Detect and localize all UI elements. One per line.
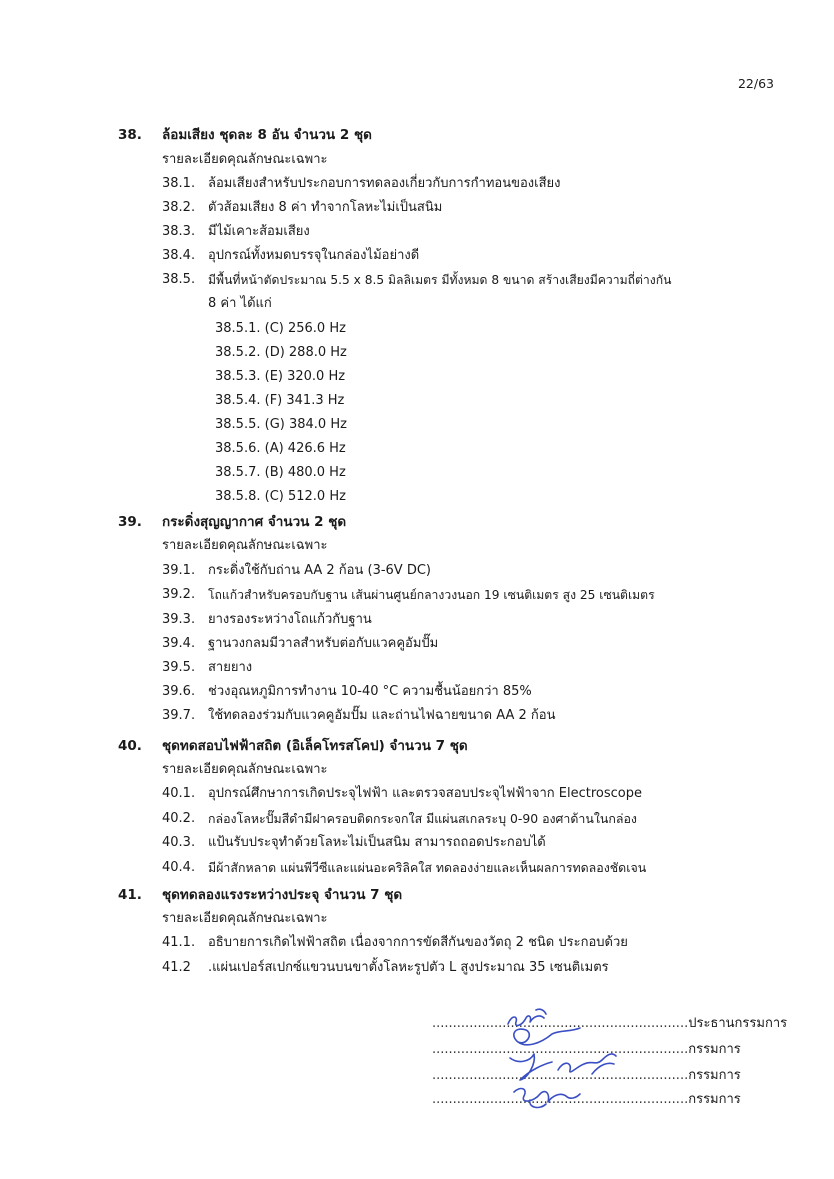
subitem-number: 38.5.4. — [215, 393, 261, 408]
signature-stroke — [510, 1054, 616, 1080]
signature-stroke — [508, 1009, 546, 1025]
section-39-header — [118, 514, 142, 531]
section-number: 38. — [118, 127, 142, 143]
item-number: 38.1. — [162, 176, 196, 191]
subitem — [215, 393, 344, 409]
spec-item — [162, 248, 195, 264]
spec-item — [162, 224, 195, 240]
item-number: 40.1. — [162, 786, 196, 801]
signature-dots: .............................................................. — [432, 1092, 689, 1107]
subitem-number: 38.5.1. — [215, 321, 261, 336]
item-text: อุปกรณ์ศึกษาการเกิดประจุไฟฟ้า และตรวจสอบประจุไฟฟ้าจาก Electroscope — [208, 786, 642, 801]
section-number: 41. — [118, 887, 142, 903]
spec-item — [162, 563, 195, 579]
subitem-number: 38.5.7. — [215, 465, 261, 480]
item-number: 39.5. — [162, 660, 196, 675]
signature-role: กรรมการ — [688, 1092, 741, 1107]
subitem — [215, 345, 347, 361]
section-title: ชุดทดสอบไฟฟ้าสถิต (อิเล็คโทรสโคป) จำนวน 7 ชุด — [162, 738, 468, 754]
item-text: ฐานวงกลมมีวาลสำหรับต่อกับแวคคูอัมปั๊ม — [208, 636, 439, 651]
subitem-text: (B) 480.0 Hz — [264, 465, 346, 480]
section-number: 39. — [118, 514, 142, 530]
spec-item — [162, 708, 195, 724]
spec-label: รายละเอียดคุณลักษณะเฉพาะ — [162, 152, 328, 167]
item-text: อุปกรณ์ทั้งหมดบรรจุในกล่องไม้อย่างดี — [208, 248, 420, 263]
signature-role: ประธานกรรมการ — [688, 1016, 788, 1031]
subitem — [215, 417, 347, 433]
spec-item — [162, 612, 195, 628]
section-title-row — [162, 514, 346, 531]
signature-dots: .............................................................. — [432, 1068, 689, 1083]
spec-item — [162, 860, 195, 876]
handwritten-signatures — [500, 1004, 660, 1116]
section-title: ชุดทดลองแรงระหว่างประจุ จำนวน 7 ชุด — [162, 887, 403, 903]
item-number: 39.4. — [162, 636, 196, 651]
subitem — [215, 489, 346, 505]
item-number: 39.1. — [162, 563, 196, 578]
spec-label: รายละเอียดคุณลักษณะเฉพาะ — [162, 911, 328, 926]
subitem-text: (G) 384.0 Hz — [264, 417, 347, 432]
section-38-header — [118, 127, 142, 144]
item-text: ใช้ทดลองร่วมกับแวคคูอัมปั๊ม และถ่านไฟฉายขนาด AA 2 ก้อน — [208, 708, 556, 723]
subitem-text: (A) 426.6 Hz — [264, 441, 346, 456]
item-text: ล้อมเสียงสำหรับประกอบการทดลองเกี่ยวกับการกำทอนของเสียง — [208, 176, 561, 191]
item-number: 40.2. — [162, 811, 196, 826]
item-text: แป้นรับประจุทำด้วยโลหะไม่เป็นสนิม สามารถถอดประกอบได้ — [208, 835, 546, 850]
spec-item — [162, 811, 195, 827]
section-40-header — [118, 738, 142, 755]
item-number: 41.2 — [162, 960, 191, 975]
spec-item — [162, 200, 195, 216]
item-number: 38.5. — [162, 272, 196, 287]
item-number: 38.2. — [162, 200, 196, 215]
spec-item — [162, 684, 195, 700]
section-number: 40. — [118, 738, 142, 754]
item-number: 40.3. — [162, 835, 196, 850]
subitem-text: (E) 320.0 Hz — [264, 369, 346, 384]
spec-item — [162, 786, 195, 802]
section-41-header — [118, 887, 142, 904]
signature-dots: .............................................................. — [432, 1042, 689, 1057]
item-number: 38.3. — [162, 224, 196, 239]
item-continuation: 8 ค่า ได้แก่ — [208, 296, 272, 311]
subitem — [215, 465, 346, 481]
spec-item — [162, 660, 195, 676]
item-number: 39.7. — [162, 708, 196, 723]
section-title-row — [162, 887, 402, 904]
spec-label: รายละเอียดคุณลักษณะเฉพาะ — [162, 762, 328, 777]
spec-item — [162, 835, 195, 851]
section-title: ล้อมเสียง ชุดละ 8 อัน จำนวน 2 ชุด — [162, 127, 372, 143]
item-text: ยางรองระหว่างโถแก้วกับฐาน — [208, 612, 372, 627]
subitem-text: (D) 288.0 Hz — [264, 345, 347, 360]
item-number: 41.1. — [162, 935, 196, 950]
item-number: 39.3. — [162, 612, 196, 627]
signature-stroke — [514, 1028, 580, 1045]
item-text: สายยาง — [208, 660, 253, 675]
item-text: โถแก้วสำหรับครอบกับฐาน เส้นผ่านศูนย์กลางวงนอก 19 เซนติเมตร สูง 25 เซนติเมตร — [208, 588, 655, 602]
subitem — [215, 441, 346, 457]
spec-item — [162, 636, 195, 652]
section-title: กระดิ่งสุญญากาศ จำนวน 2 ชุด — [162, 514, 347, 530]
item-text: กระดิ่งใช้กับถ่าน AA 2 ก้อน (3-6V DC) — [208, 563, 431, 578]
subitem — [215, 369, 345, 385]
subitem-text: (C) 256.0 Hz — [264, 321, 346, 336]
spec-item — [162, 935, 195, 951]
subitem-number: 38.5.5. — [215, 417, 261, 432]
subitem-number: 38.5.8. — [215, 489, 261, 504]
spec-label: รายละเอียดคุณลักษณะเฉพาะ — [162, 538, 328, 553]
item-number: 39.6. — [162, 684, 196, 699]
item-text: อธิบายการเกิดไฟฟ้าสถิต เนื่องจากการขัดสีกันของวัตถุ 2 ชนิด ประกอบด้วย — [208, 935, 628, 950]
spec-item — [162, 960, 191, 976]
item-text: มีไม้เคาะส้อมเสียง — [208, 224, 310, 239]
item-text: กล่องโลหะปั๊มสีดำมีฝาครอบติดกระจกใส มีแผ่นสเกลระบุ 0-90 องศาด้านในกล่อง — [208, 811, 637, 826]
signature-stroke — [514, 1089, 580, 1108]
subitem-number: 38.5.3. — [215, 369, 261, 384]
item-number: 40.4. — [162, 860, 196, 875]
section-title-row — [162, 127, 372, 144]
section-title-row — [162, 738, 468, 755]
item-text: มีผ้าสักหลาด แผ่นพีวีซีและแผ่นอะคริลิคใส ทดลองง่ายและเห็นผลการทดลองชัดเจน — [208, 860, 647, 875]
item-number: 39.2. — [162, 587, 196, 602]
page-number: 22/63 — [737, 76, 774, 91]
subitem-text: (F) 341.3 Hz — [264, 393, 345, 408]
item-number: 38.4. — [162, 248, 196, 263]
spec-item — [162, 272, 195, 288]
signature-dots: .............................................................. — [432, 1016, 689, 1031]
item-text: .แผ่นเปอร์สเปกซ์แขวนบนขาตั้งโลหะรูปตัว L สูงประมาณ 35 เซนติเมตร — [208, 960, 609, 975]
spec-item — [162, 587, 195, 603]
subitem-number: 38.5.6. — [215, 441, 261, 456]
item-text: ช่วงอุณหภูมิการทำงาน 10-40 °C ความชื้นน้อยกว่า 85% — [208, 684, 532, 699]
subitem-text: (C) 512.0 Hz — [264, 489, 346, 504]
subitem — [215, 321, 346, 337]
spec-item — [162, 176, 195, 192]
signature-role: กรรมการ — [688, 1068, 741, 1083]
item-text: มีพื้นที่หน้าตัดประมาณ 5.5 x 8.5 มิลลิเมตร มีทั้งหมด 8 ขนาด สร้างเสียงมีความถี่ต่างกัน — [208, 273, 672, 287]
subitem-number: 38.5.2. — [215, 345, 261, 360]
signature-role: กรรมการ — [688, 1042, 741, 1057]
item-text: ตัวส้อมเสียง 8 ค่า ทำจากโลหะไม่เป็นสนิม — [208, 200, 443, 215]
